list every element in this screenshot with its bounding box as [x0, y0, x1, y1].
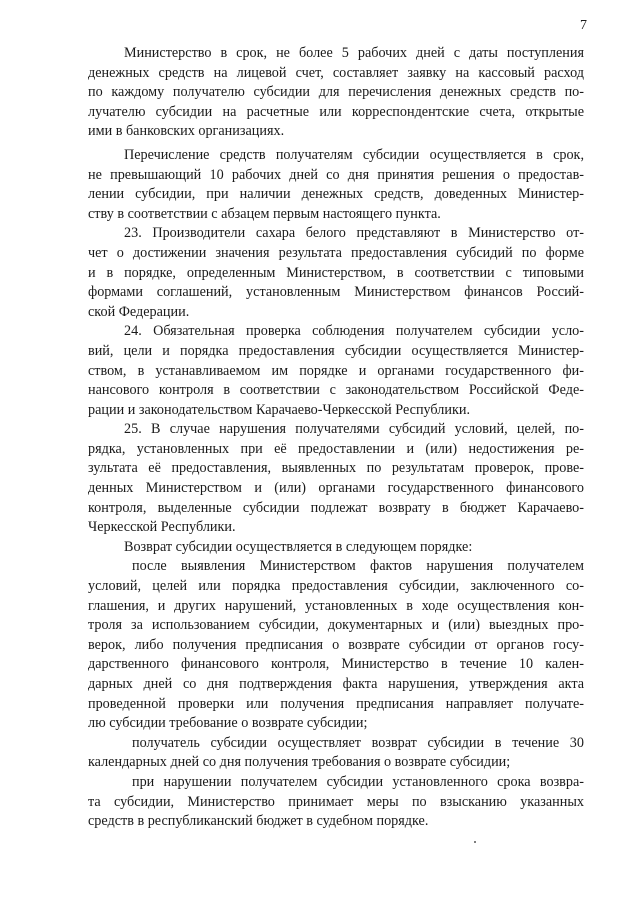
text-line: по каждому получателю субсидии для перечисления денежных средств по- — [88, 84, 584, 101]
scan-speck — [474, 841, 476, 843]
document-body — [88, 44, 584, 832]
text-line: ими в банковских организациях. — [88, 123, 285, 140]
paragraph-poluchatel-vozvrat — [88, 734, 584, 773]
text-line: ством, в устанавливаемом им порядке и органами государственного фи- — [88, 362, 584, 379]
paragraph-pri-narushenii — [88, 773, 584, 832]
paragraph-posle-vyyavleniya — [88, 557, 584, 733]
text-line: зультата её предоставления, выявленных по результатам проверок, прове- — [88, 460, 584, 477]
text-line: после выявления Министерством фактов нарушения получателем — [132, 558, 584, 575]
text-line: Возврат субсидии осуществляется в следующем порядке: — [124, 538, 473, 555]
text-line: лучателю субсидии на расчетные или корреспондентские счета, открытые — [88, 103, 584, 120]
paragraph-perechislenie — [88, 146, 584, 224]
page-number: 7 — [580, 18, 587, 33]
text-line: получатель субсидии осуществляет возврат субсидии в течение 30 — [132, 734, 584, 751]
text-line: верок, либо получения предписания о возврате субсидии от органов госу- — [88, 636, 584, 653]
text-line: проведенной проверки или получения предписания направляет получате- — [88, 695, 584, 712]
paragraph-item-25 — [88, 420, 584, 538]
text-line: лю субсидии требование о возврате субсидии; — [88, 715, 368, 732]
text-line: ству в соответствии с абзацем первым настоящего пункта. — [88, 205, 441, 222]
text-line: условий, целей или порядка предоставления субсидии, заключенного со- — [88, 578, 584, 595]
text-line: Перечисление средств получателям субсидии осуществляется в срок, — [124, 146, 584, 163]
text-line: рации и законодательством Карачаево-Черкесской Республики. — [88, 401, 471, 418]
text-line: та субсидии, Министерство принимает меры по взысканию указанных — [88, 793, 584, 810]
text-line: дарственного финансового контроля, Министерство в течение 10 кален- — [88, 656, 584, 673]
text-line: 25. В случае нарушения получателями субсидий условий, целей, по- — [124, 421, 584, 438]
paragraph-item-23 — [88, 224, 584, 322]
text-line: нансового контроля в соответствии с законодательством Российской Феде- — [88, 382, 584, 399]
text-line: дарных дней со дня подтверждения факта нарушения, утверждения акта — [88, 676, 584, 692]
text-line: ской Федерации. — [88, 303, 190, 320]
text-line: формами соглашений, установленным Министерством финансов Россий- — [88, 284, 584, 301]
text-line: и в порядке, определенным Министерством, в соответствии с типовыми — [88, 264, 584, 281]
text-line: Черкесской Республики. — [88, 519, 236, 536]
text-line: календарных дней со дня получения требования о возврате субсидии; — [88, 754, 511, 771]
text-line: глашения, и других нарушений, установленных в ходе осуществления кон- — [88, 597, 584, 614]
text-line: чет о достижении значения результата предоставления субсидий по форме — [88, 244, 584, 261]
text-line: денежных средств на лицевой счет, составляет заявку на кассовый расход — [88, 64, 584, 81]
text-line: 24. Обязательная проверка соблюдения получателем субсидии усло- — [124, 323, 584, 340]
text-line: вий, цели и порядка предоставления субсидии осуществляется Министер- — [88, 342, 584, 359]
text-line: 23. Производители сахара белого представляют в Министерство от- — [124, 225, 584, 242]
paragraph-kassovyi-raskhod — [88, 44, 584, 142]
text-line: рядка, установленных при её предоставлении и (или) недостижения ре- — [88, 440, 584, 457]
text-line: не превышающий 10 рабочих дней со дня принятия решения о предостав- — [88, 166, 584, 183]
text-line: средств в республиканский бюджет в судебном порядке. — [88, 813, 429, 830]
text-line: при нарушении получателем субсидии установленного срока возвра- — [132, 773, 584, 790]
text-line: троля за использованием субсидии, документарных и (или) выездных про- — [88, 617, 584, 634]
paragraph-vozvrat-poryadok — [88, 538, 584, 558]
text-line: контроля, выделенные субсидии подлежат возврату в бюджет Карачаево- — [88, 499, 584, 516]
text-line: лении субсидии, при наличии денежных средств, доведенных Министер- — [88, 186, 584, 203]
text-line: Министерство в срок, не более 5 рабочих дней с даты поступления — [124, 45, 584, 61]
paragraph-item-24 — [88, 322, 584, 420]
text-line: денных Министерством и (или) органами государственного финансового — [88, 480, 584, 497]
